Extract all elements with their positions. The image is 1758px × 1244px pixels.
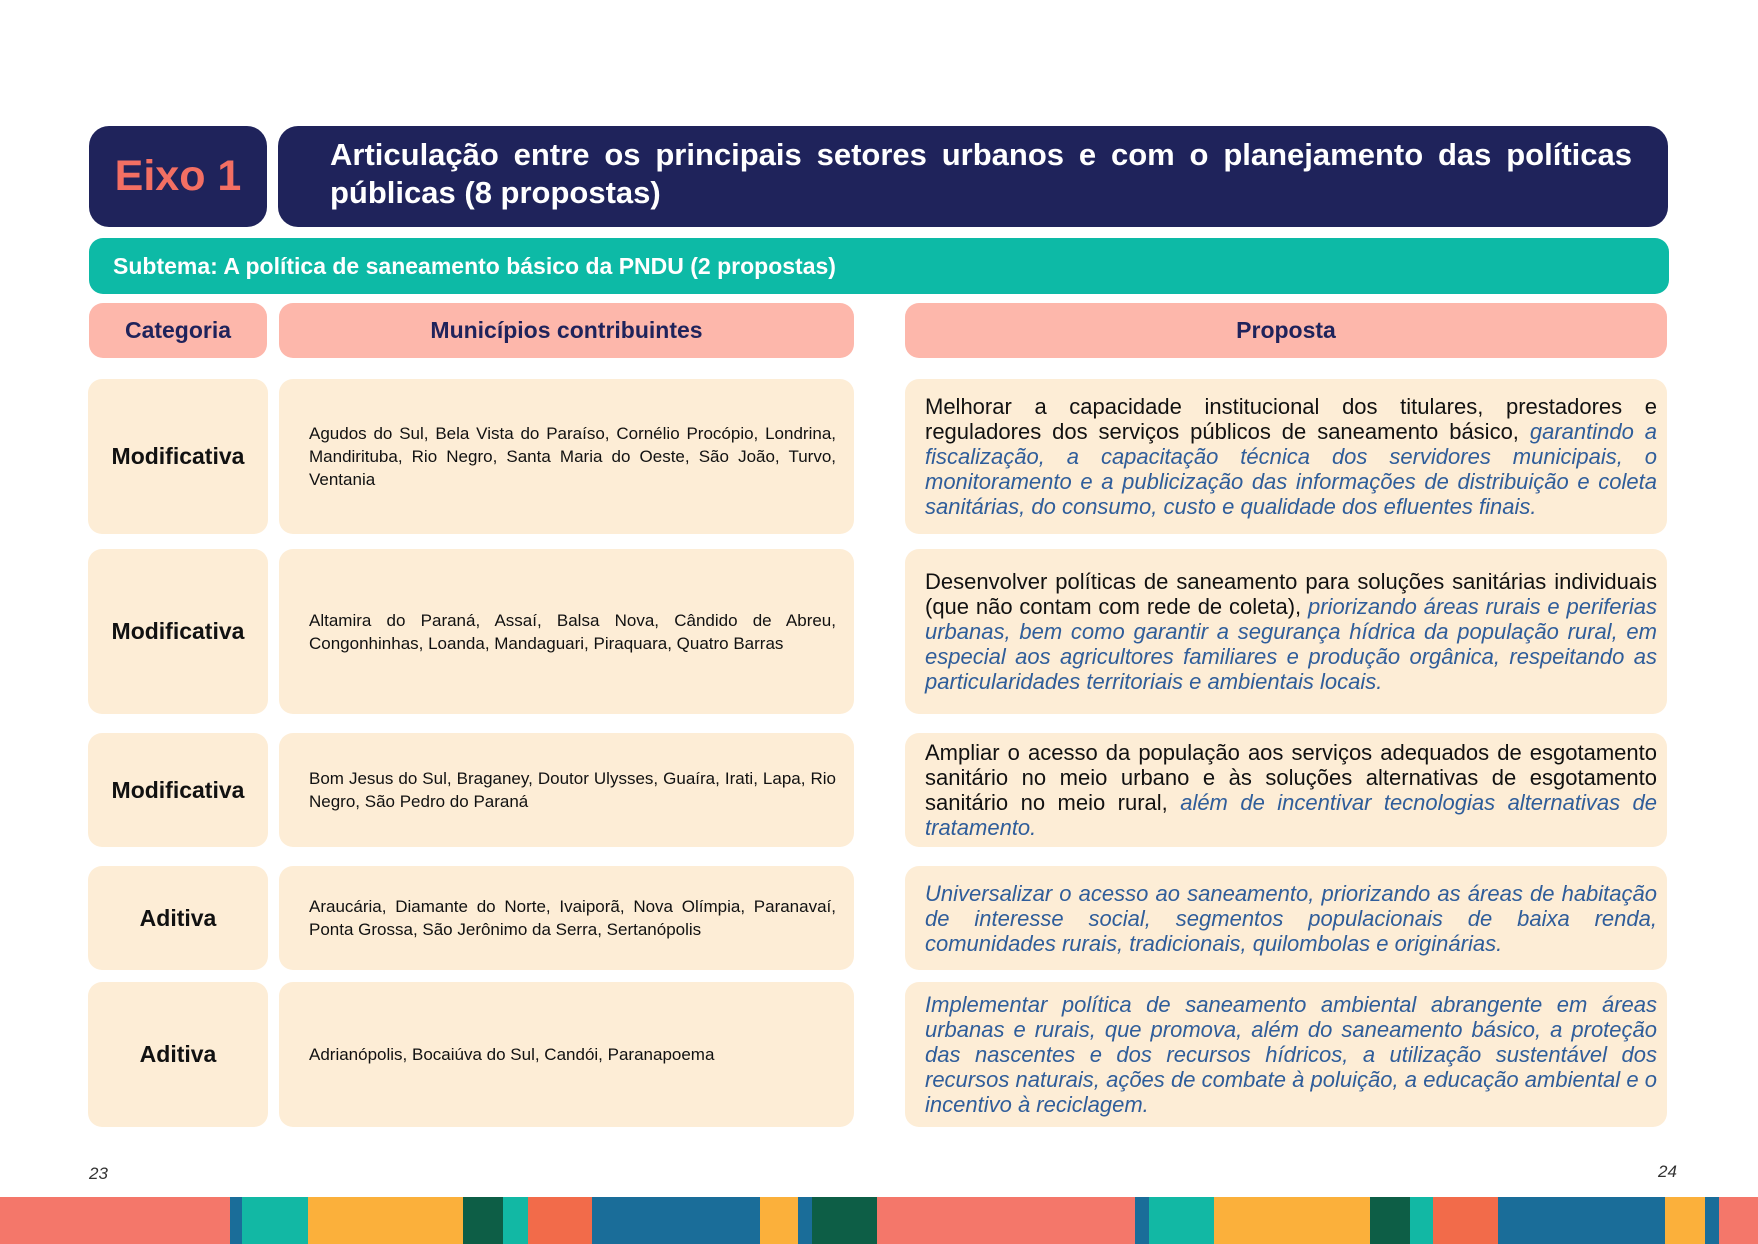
proposal-highlight-text: priorizando áreas rurais e periferias urbanas, bem como garantir a segurança hídrica da população rural, em especial aos agricultores familiares e produção orgânica, respeitando as particularidades territoriais e ambientais locais. — [925, 594, 1657, 694]
subtema-banner: Subtema: A política de saneamento básico da PNDU (2 propostas) — [89, 238, 1669, 294]
table-row-proposal — [905, 549, 1667, 714]
eixo-badge: Eixo 1 — [89, 126, 267, 227]
column-header-municipios: Municípios contribuintes — [279, 303, 854, 358]
table-row-municipalities: Altamira do Paraná, Assaí, Balsa Nova, Cândido de Abreu, Congonhinhas, Loanda, Mandaguari, Piraquara, Quatro Barras — [279, 549, 854, 714]
proposal-highlight-text: Universalizar o acesso ao saneamento, priorizando as áreas de habitação de interesse social, segmentos populacionais de baixa renda, comunidades rurais, tradicionais, quilombolas e originárias. — [925, 880, 1657, 956]
page-title: Articulação entre os principais setores urbanos e com o planejamento das políticas públicas (8 propostas) — [278, 126, 1668, 227]
table-row-category: Modificativa — [88, 379, 268, 534]
table-row-municipalities: Adrianópolis, Bocaiúva do Sul, Candói, Paranapoema — [279, 982, 854, 1127]
proposal-text — [925, 569, 1657, 694]
table-row-municipalities: Agudos do Sul, Bela Vista do Paraíso, Cornélio Procópio, Londrina, Mandirituba, Rio Negro, Santa Maria do Oeste, São João, Turvo, Ventania — [279, 379, 854, 534]
column-header-proposta: Proposta — [905, 303, 1667, 358]
table-row-category: Modificativa — [88, 549, 268, 714]
table-row-category: Aditiva — [88, 982, 268, 1127]
table-row-proposal — [905, 982, 1667, 1127]
column-header-categoria: Categoria — [89, 303, 267, 358]
proposal-normal-text: Desenvolver políticas de saneamento para soluções sanitárias individuais (que não contam com rede de coleta), — [925, 569, 1657, 619]
page-number-right: 24 — [1658, 1162, 1677, 1181]
proposal-text — [925, 740, 1657, 840]
table-row-category: Modificativa — [88, 733, 268, 847]
page-number-left: 23 — [89, 1164, 108, 1183]
table-row-proposal — [905, 733, 1667, 847]
proposal-text — [925, 992, 1657, 1117]
table-row-proposal — [905, 379, 1667, 534]
proposal-normal-text: Melhorar a capacidade institucional dos titulares, prestadores e reguladores dos serviços públicos de saneamento básico, — [925, 394, 1657, 444]
table-row-municipalities: Bom Jesus do Sul, Braganey, Doutor Ulysses, Guaíra, Irati, Lapa, Rio Negro, São Pedro do Paraná — [279, 733, 854, 847]
proposal-highlight-text: Implementar política de saneamento ambiental abrangente em áreas urbanas e rurais, que promova, além do saneamento básico, a proteção das nascentes e dos recursos hídricos, a utilização sustentável dos recursos naturais, ações de combate à poluição, a educação ambiental e o incentivo à reciclagem. — [925, 992, 1657, 1117]
table-row-category: Aditiva — [88, 866, 268, 970]
proposal-highlight-text: além de incentivar tecnologias alternativas de tratamento. — [925, 790, 1657, 840]
proposal-text — [925, 881, 1657, 956]
proposal-text — [925, 394, 1657, 519]
table-row-municipalities: Araucária, Diamante do Norte, Ivaiporã, Nova Olímpia, Paranavaí, Ponta Grossa, São Jerônimo da Serra, Sertanópolis — [279, 866, 854, 970]
proposal-normal-text: Ampliar o acesso da população aos serviços adequados de esgotamento sanitário no meio urbano e às soluções alternativas de esgotamento sanitário no meio rural, — [925, 740, 1657, 815]
table-row-proposal — [905, 866, 1667, 970]
proposal-highlight-text: garantindo a fiscalização, a capacitação técnica dos servidores municipais, o monitoramento e a publicização das informações de distribuição e coleta sanitárias, do consumo, custo e qualidade dos efluentes finais. — [925, 419, 1658, 519]
